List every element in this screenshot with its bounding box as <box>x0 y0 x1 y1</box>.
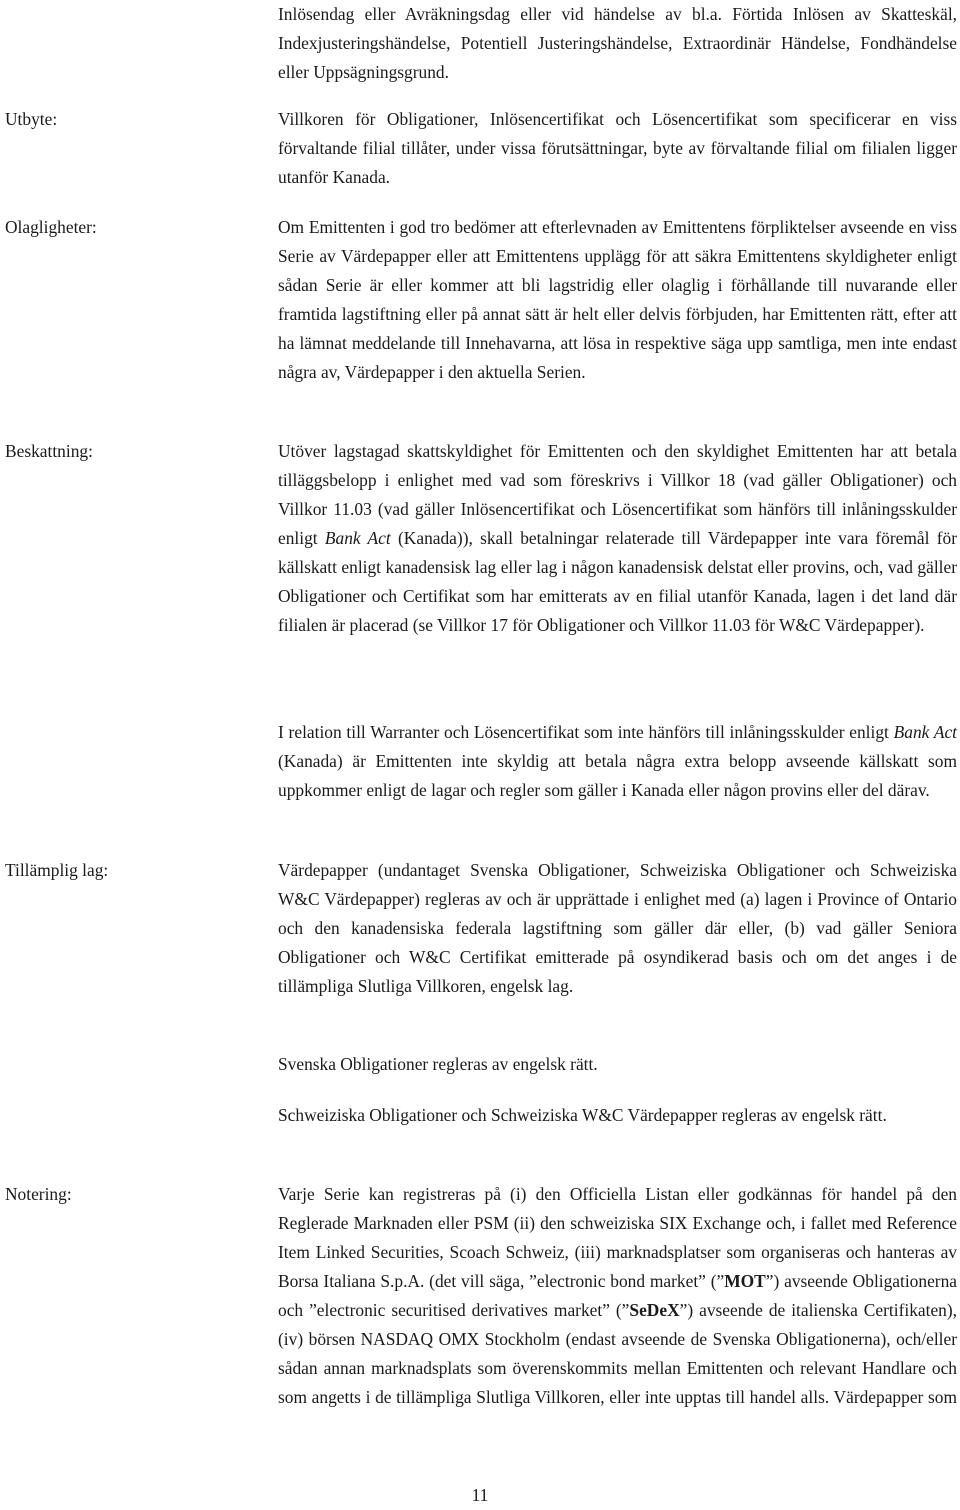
intro-text: Inlösendag eller Avräkningsdag eller vid händelse av bl.a. Förtida Inlösen av Skatteskäl, Indexjusteringshändelse, Potentiell Justeringshändelse, Extraordinär Händelse, Fondhändelse eller Uppsägningsgrund. <box>278 4 957 82</box>
tillamplig-lag-text-2: Svenska Obligationer regleras av engelsk rätt. <box>278 1054 598 1074</box>
olagligheter-label: Olagligheter: <box>5 217 97 237</box>
tillamplig-lag-label: Tillämplig lag: <box>5 860 109 880</box>
intro-paragraph <box>278 0 957 87</box>
notering-text-part-3: ”) avseende de italienska Certifikaten), (iv) börsen NASDAQ OMX Stockholm (endast avseende de Svenska Obligationerna), och/eller sådan annan marknadsplats som överenskommits mellan Emittenten och relevant Handlare och som angetts i de tillämpliga Slutliga Villkoren, eller inte upptas till handel alls. Värdepapper som <box>278 1300 957 1407</box>
tillamplig-lag-paragraph-2 <box>278 1050 957 1079</box>
notering-paragraph <box>278 1180 957 1412</box>
beskattning-paragraph-1 <box>278 437 957 640</box>
utbyte-text-block <box>278 105 957 192</box>
olagligheter-text: Om Emittenten i god tro bedömer att efterlevnaden av Emittentens förpliktelser avseende en viss Serie av Värdepapper eller att Emittentens upplägg för att säkra Emittentens skyldigheter enligt sådan Serie är eller kommer att bli lagstridig eller olaglig i förhållande till nuvarande eller framtida lagstiftning eller på annat sätt är helt eller delvis förbjuden, har Emittenten rätt, efter att ha lämnat meddelande till Innehavarna, att lösa in respektive säga upp samtliga, men inte endast några av, Värdepapper i den aktuella Serien. <box>278 217 957 382</box>
notering-text-part-2: ”) avseende Obligationerna och ”electronic securitised derivatives market” (” <box>278 1271 957 1320</box>
notering-text-part-1: Varje Serie kan registreras på (i) den Officiella Listan eller godkännas för handel på den Reglerade Marknaden eller PSM (ii) den schweiziska SIX Exchange och, i fallet med Reference Item Linked Securities, Scoach Schweiz, (iii) marknadsplatser som organiseras och hanteras av Borsa Italiana S.p.A. (det vill säga, ”electronic bond market” (” <box>278 1184 957 1291</box>
notering-sedex-term: SeDeX <box>629 1300 680 1320</box>
tillamplig-lag-paragraph-1 <box>278 856 957 1001</box>
tillamplig-lag-paragraph-3 <box>278 1101 957 1130</box>
utbyte-label: Utbyte: <box>5 109 58 129</box>
beskattning-act-name-2: Bank Act <box>893 722 957 742</box>
notering-label: Notering: <box>5 1184 72 1204</box>
notering-mot-term: MOT <box>724 1271 766 1291</box>
beskattning-text-2a: I relation till Warranter och Lösencertifikat som inte hänförs till inlåningsskulder enligt <box>278 722 894 742</box>
tillamplig-lag-text-3: Schweiziska Obligationer och Schweiziska W&C Värdepapper regleras av engelsk rätt. <box>278 1105 887 1125</box>
beskattning-text-1a: Utöver lagstagad skattskyldighet för Emittenten och den skyldighet Emittenten har att betala tilläggsbelopp i enlighet med vad som föreskrivs i Villkor 18 (vad gäller Obligationer) och Villkor 11.03 (vad gäller Inlösencertifikat och Lösencertifikat som hänförs till inlåningsskulder enligt <box>278 441 957 548</box>
notering-text <box>278 1180 957 1412</box>
beskattning-text-2b: (Kanada) är Emittenten inte skyldig att betala några extra belopp avseende källskatt som uppkommer enligt de lagar och regler som gäller i Kanada eller någon provins eller del därav. <box>278 751 957 800</box>
beskattning-paragraph-2 <box>278 718 957 805</box>
beskattning-text-2 <box>278 718 957 805</box>
beskattning-text-1 <box>278 437 957 640</box>
utbyte-text: Villkoren för Obligationer, Inlösencertifikat och Lösencertifikat som specificerar en viss förvaltande filial tillåter, under vissa förutsättningar, byte av förvaltande filial om filialen ligger utanför Kanada. <box>278 109 957 187</box>
olagligheter-text-block <box>278 213 957 387</box>
beskattning-act-name-1: Bank Act <box>324 528 391 548</box>
beskattning-label: Beskattning: <box>5 441 93 461</box>
page-number: 11 <box>471 1485 489 1505</box>
tillamplig-lag-text-1: Värdepapper (undantaget Svenska Obligationer, Schweiziska Obligationer och Schweiziska W&C Värdepapper) regleras av och är upprättade i enlighet med (a) lagen i Province of Ontario och den kanadensiska federala lagstiftning som gäller där eller, (b) vad gäller Seniora Obligationer och W&C Certifikat emitterade på osyndikerad basis och om det anges i de tillämpliga Slutliga Villkoren, engelsk lag. <box>278 860 957 996</box>
beskattning-text-1b: (Kanada)), skall betalningar relaterade till Värdepapper inte vara föremål för källskatt enligt kanadensisk lag eller lag i någon kanadensisk delstat eller provins, och, vad gäller Obligationer och Certifikat som har emitterats av en filial utanför Kanada, lagen i det land där filialen är placerad (se Villkor 17 för Obligationer och Villkor 11.03 för W&C Värdepapper). <box>278 528 957 635</box>
